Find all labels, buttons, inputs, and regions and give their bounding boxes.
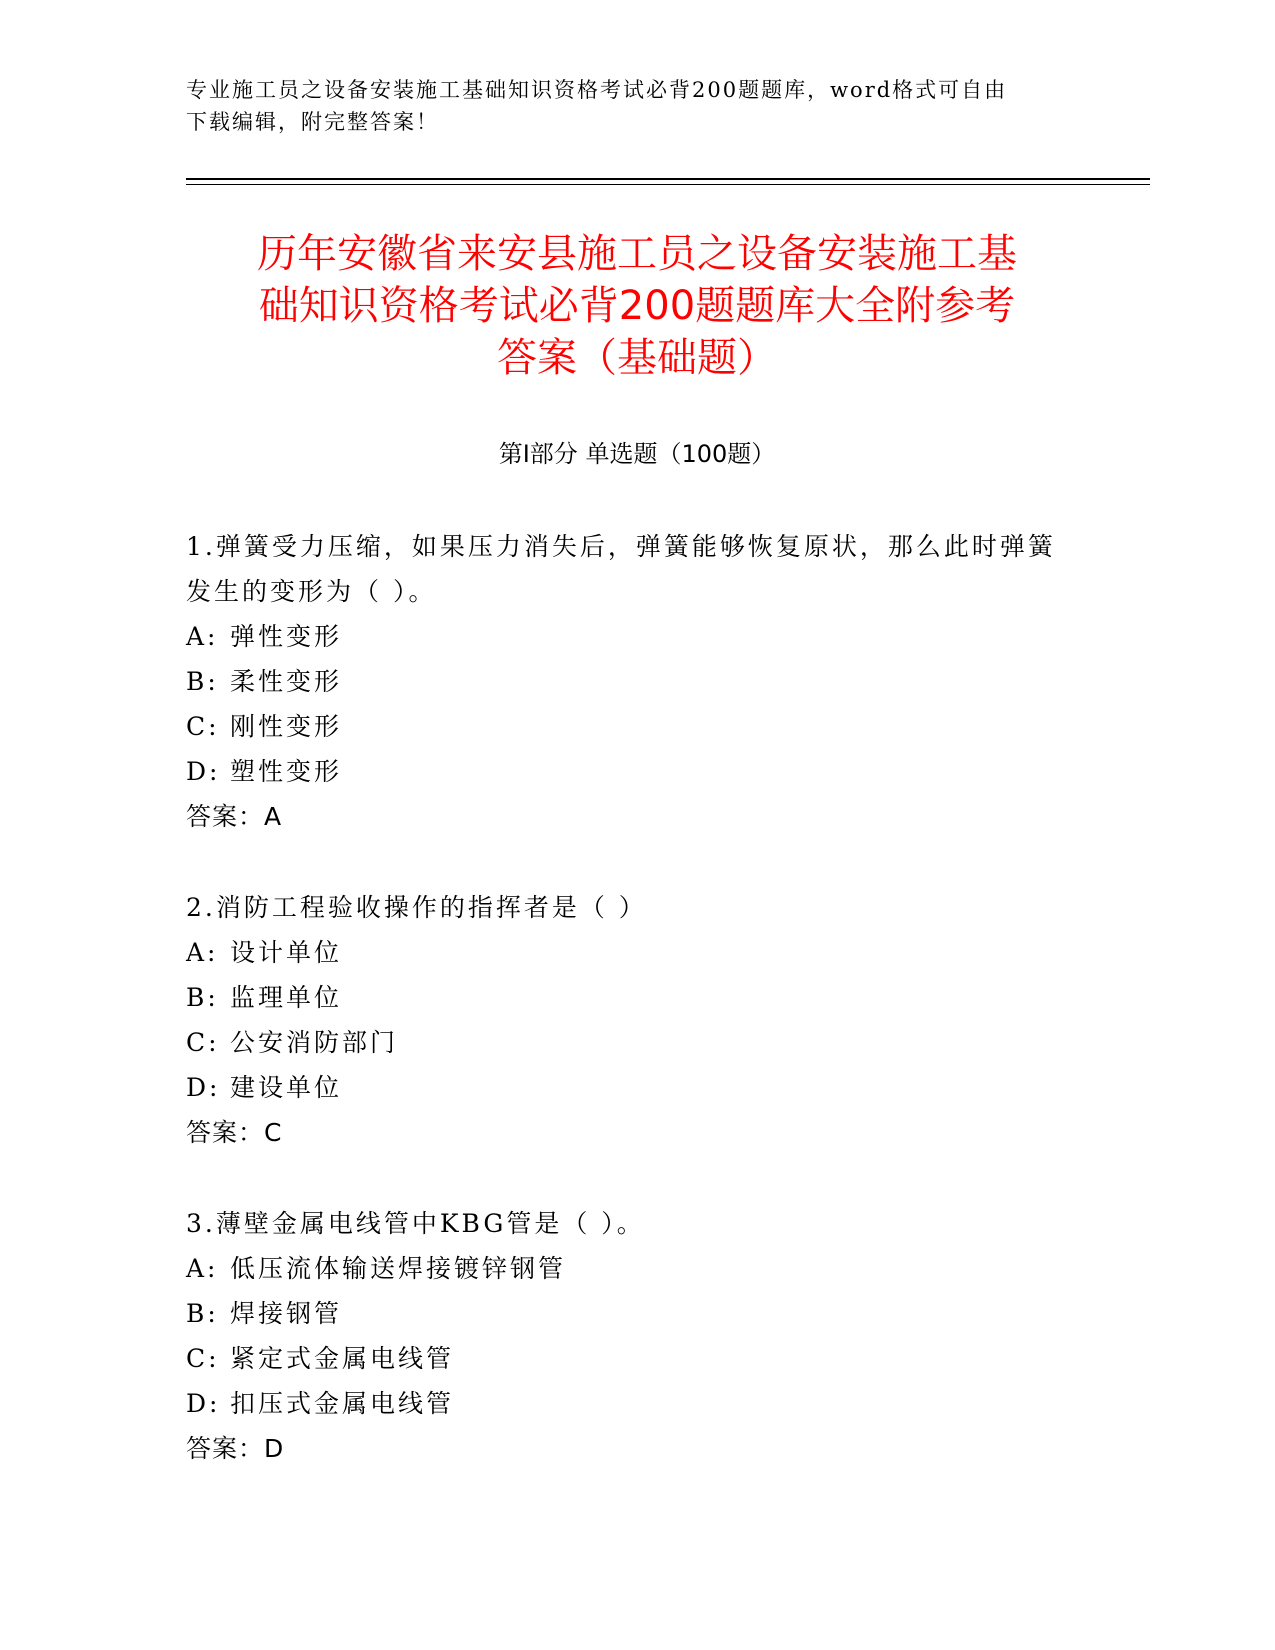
answer-label: 答案：A	[186, 802, 283, 831]
option-letter: C:	[186, 1344, 220, 1373]
option-text: 设计单位	[230, 938, 343, 967]
option-text: 柔性变形	[230, 667, 343, 696]
option-letter: A:	[186, 938, 219, 967]
option-letter: B:	[186, 667, 219, 696]
title-line-3: 答案（基础题）	[497, 335, 777, 381]
option-b	[186, 975, 1066, 1020]
question-stem: 1.弹簧受力压缩，如果压力消失后，弹簧能够恢复原状，那么此时弹簧发生的变形为（ ）。	[186, 532, 1056, 606]
option-text: 监理单位	[230, 983, 343, 1012]
question-stem: 2.消防工程验收操作的指挥者是（ ）	[186, 893, 647, 922]
question-list	[186, 524, 1066, 1517]
option-c	[186, 1336, 1066, 1381]
option-c	[186, 704, 1066, 749]
option-text: 弹性变形	[230, 622, 343, 651]
option-text: 扣压式金属电线管	[230, 1389, 455, 1418]
option-letter: C:	[186, 712, 220, 741]
answer-label: 答案：C	[186, 1118, 283, 1147]
answer-label: 答案：D	[186, 1434, 285, 1463]
option-letter: A:	[186, 1254, 219, 1283]
option-d	[186, 749, 1066, 794]
header-rule-thin	[186, 184, 1150, 185]
option-letter: B:	[186, 983, 219, 1012]
intro-line-2: 下载编辑，附完整答案！	[186, 110, 439, 134]
option-letter: D:	[186, 1389, 221, 1418]
option-letter: D:	[186, 1073, 221, 1102]
option-b	[186, 659, 1066, 704]
option-text: 建设单位	[230, 1073, 343, 1102]
question-3	[186, 1201, 1066, 1471]
option-a	[186, 930, 1066, 975]
title-line-2: 础知识资格考试必背200题题库大全附参考	[258, 283, 1016, 329]
option-a	[186, 614, 1066, 659]
option-text: 紧定式金属电线管	[230, 1344, 455, 1373]
option-text: 刚性变形	[230, 712, 343, 741]
option-letter: D:	[186, 757, 221, 786]
option-letter: C:	[186, 1028, 220, 1057]
option-a	[186, 1246, 1066, 1291]
question-2	[186, 885, 1066, 1155]
option-text: 低压流体输送焊接镀锌钢管	[230, 1254, 567, 1283]
option-text: 塑性变形	[230, 757, 343, 786]
option-d	[186, 1381, 1066, 1426]
section-heading: 第Ⅰ部分 单选题（100题）	[498, 440, 776, 468]
option-c	[186, 1020, 1066, 1065]
header-rule-thick	[186, 178, 1150, 180]
option-text: 焊接钢管	[230, 1299, 343, 1328]
option-letter: B:	[186, 1299, 219, 1328]
question-1	[186, 524, 1066, 839]
intro-text	[186, 74, 1066, 138]
title-line-1: 历年安徽省来安县施工员之设备安装施工基	[257, 231, 1017, 277]
option-d	[186, 1065, 1066, 1110]
intro-line-1: 专业施工员之设备安装施工基础知识资格考试必背200题题库，word格式可自由	[186, 78, 1008, 102]
option-letter: A:	[186, 622, 219, 651]
question-stem: 3.薄壁金属电线管中KBG管是（ ）。	[186, 1209, 645, 1238]
option-text: 公安消防部门	[230, 1028, 399, 1057]
option-b	[186, 1291, 1066, 1336]
document-title	[186, 228, 1088, 384]
